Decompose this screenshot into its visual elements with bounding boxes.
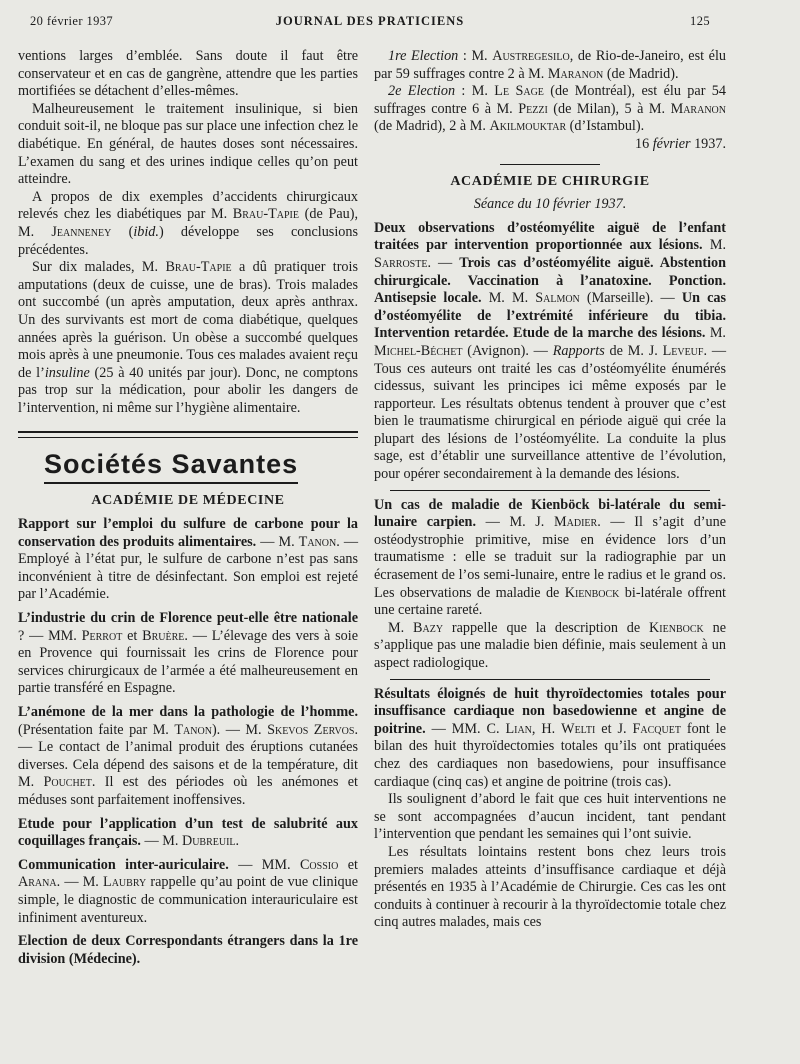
journal-title: JOURNAL DES PRATICIENS (275, 14, 465, 28)
report-entry: L’industrie du crin de Florence peut-elle être nationale ? — MM. Perrot et Bruère. — L’élevage des vers à soie en Provence qui fournissait les crins de Florence pour services chirurgicaux de l’armée a été malheureusement en partie transféré en Espagne. (18, 610, 358, 697)
paragraph: M. Bazy rappelle que la description de Kienbock ne s’applique pas une maladie bien définie, mais seulement à un aspect radiologique. (374, 619, 726, 671)
page-number: 125 (690, 14, 710, 28)
paragraph: Malheureusement le traitement insulinique, si bien conduit soit-il, ne bloque pas sur place une infection chez le diabétique. En général, de hautes doses sont nécessaires. L’examen du sang et des urines indique celles qu’on peut atteindre. (18, 100, 358, 188)
paragraph: Sur dix malades, M. Brau-Tapie a dû pratiquer trois amputations (deux de cuisse, une de bras). Trois malades ont succombé (un après amputation, deux après anthrax. Un des survivants est mort de coma diabétique, quelques années après la guérison. Un obèse a succombé quelques mois après à une pneumonie. Tous ces malades avaient reçu de l’insuline (25 à 40 unités par jour). Donc, ne comptons pas trop sur la médication, pour abolir les dangers de l’intervention, ni même sur l’hygiène alimentaire. (18, 259, 358, 416)
academy-heading: ACADÉMIE DE MÉDECINE (91, 493, 285, 509)
right-column (374, 48, 726, 932)
divider (500, 164, 600, 165)
left-column (18, 48, 358, 968)
paragraph: Les résultats lointains restent bons chez leurs trois premiers malades atteints d’insuffisance cardiaque et déjà présentés en 1935 à l’Académie de Chirurgie. Ces cas les ont conduits à continuer à recourir à la thyroïdectomie totale chez cinq autres malades, mais ces (374, 843, 726, 931)
paragraph: Ils soulignent d’abord le fait que ces huit interventions ne se sont accompagnées d’aucun incident, tant pendant l’intervention que pendant les semaines qui l’ont suivie. (374, 791, 726, 843)
report-entry: Un cas de maladie de Kienböck bi-latérale du semi-lunaire carpien. — M. J. Madier. — Il s’agit d’une ostéodystrophie primitive, mise en évidence lors d’un traumatisme : elle se traduit sur la radiographie par un écrasement de l’os semi-lunaire, entre le radius et le grand os. Les observations de maladie de Kienbock bi-latérale offrent une certaine rareté. (374, 496, 726, 619)
report-entry: Rapport sur l’emploi du sulfure de carbone pour la conservation des produits alimentaires. — M. Tanon. — Employé à l’état pur, le sulfure de carbone n’est pas sans inconvénient à titre de désinfectant. Son emploi est rejeté par l’Académie. (18, 516, 359, 603)
author-name: Brau-Tapie (232, 206, 299, 223)
page-header (30, 14, 710, 34)
section-heading: Sociétés Savantes (44, 448, 298, 484)
section-divider (18, 431, 358, 438)
report-entry: Communication inter-auriculaire. — MM. Cossio et Arana. — M. Laubry rappelle qu’au point de vue clinique simple, le diagnostic de communication interauriculaire est infiniment aventureux. (18, 856, 358, 926)
report-entry: Etude pour l’application d’un test de salubrité aux coquillages français. — M. Dubreuil. (18, 815, 358, 850)
report-entry: Résultats éloignés de huit thyroïdectomies totales pour insuffisance cardiaque non basedowienne et angine de poitrine. — MM. C. Lian, H. Welti et J. Facquet font le bilan des huit thyroïdectomies totales qu’ils ont pratiquées chez des cardiaques non basedowiens, pour insuffisance cardiaque (cinq cas) et angine de poitrine (trois cas). (374, 685, 726, 790)
election-entry: 1re Election : M. Austregesilo, de Rio-de-Janeiro, est élu par 59 suffrages contre 2 à M. Maranon (de Madrid). (374, 48, 727, 82)
academy-heading: ACADÉMIE DE CHIRURGIE (450, 173, 650, 189)
election-entry: 2e Election : M. Le Sage (de Montréal), est élu par 54 suffrages contre 6 à M. Pezzi (de Milan), 5 à M. Maranon (de Madrid), 2 à M. Akilmouktar (d’Istambul). (374, 83, 726, 135)
author-name: Jeanneney (51, 223, 112, 240)
divider (390, 490, 710, 491)
report-entry: Election de deux Correspondants étrangers dans la 1re division (Médecine). (18, 933, 358, 967)
report-entry: L’anémone de la mer dans la pathologie de l’homme. (Présentation faite par M. Tanon). — M. Skevos Zervos. — Le contact de l’animal produit des éruptions cutanées diverses. Cela dépend des saisons et de la température, dit M. Pouchet. Il est des périodes où les anémones et méduses sont parfaitement inoffensives. (18, 704, 359, 808)
session-date: Séance du 10 février 1937. (473, 196, 627, 213)
paragraph: A propos de dix exemples d’accidents chirurgicaux relevés chez les diabétiques par M. Brau-Tapie (de Pau), M. Jeanneney (ibid.) développe ses conclusions précédentes. (18, 188, 358, 258)
header-date: 20 février 1937 (30, 14, 114, 28)
report-entry: Deux observations d’ostéomyélite aiguë de l’enfant traitées par intervention proportionnée aux lésions. M. Sarroste. — Trois cas d’ostéomyélite aiguë. Abstention chirurgicale. Vaccination à l’anatoxine. Ponction. Antisepsie locale. M. M. Salmon (Marseille). — Un cas d’ostéomyélite de l’extrémité inférieure du tibia. Intervention retardée. Etude de la marche des lésions. M. Michel-Béchet (Avignon). — Rapports de M. J. Leveuf. — Tous ces auteurs ont traité les cas d’ostéomyélite énumérés cidessus, suivant les principes ici même exposés par le rapporteur. Les résultats obtenus tendent à prouver que c’est bien le traumatisme chirurgical en période aiguë qui crée la plupart des lésions de l’ostéomyélite. La conduite la plus sage, est d’établir une surveillance attentive de l’évolution, pour opérer secondairement à la demande des lésions. (374, 219, 727, 483)
dateline: 16 février 1937. (634, 135, 726, 152)
divider (390, 679, 710, 680)
paragraph: ventions larges d’emblée. Sans doute il faut être conservateur et en cas de gangrène, attendre que les parties mortifiées se détachent d’elles-mêmes. (18, 48, 358, 100)
author-name: Brau-Tapie (165, 259, 232, 276)
